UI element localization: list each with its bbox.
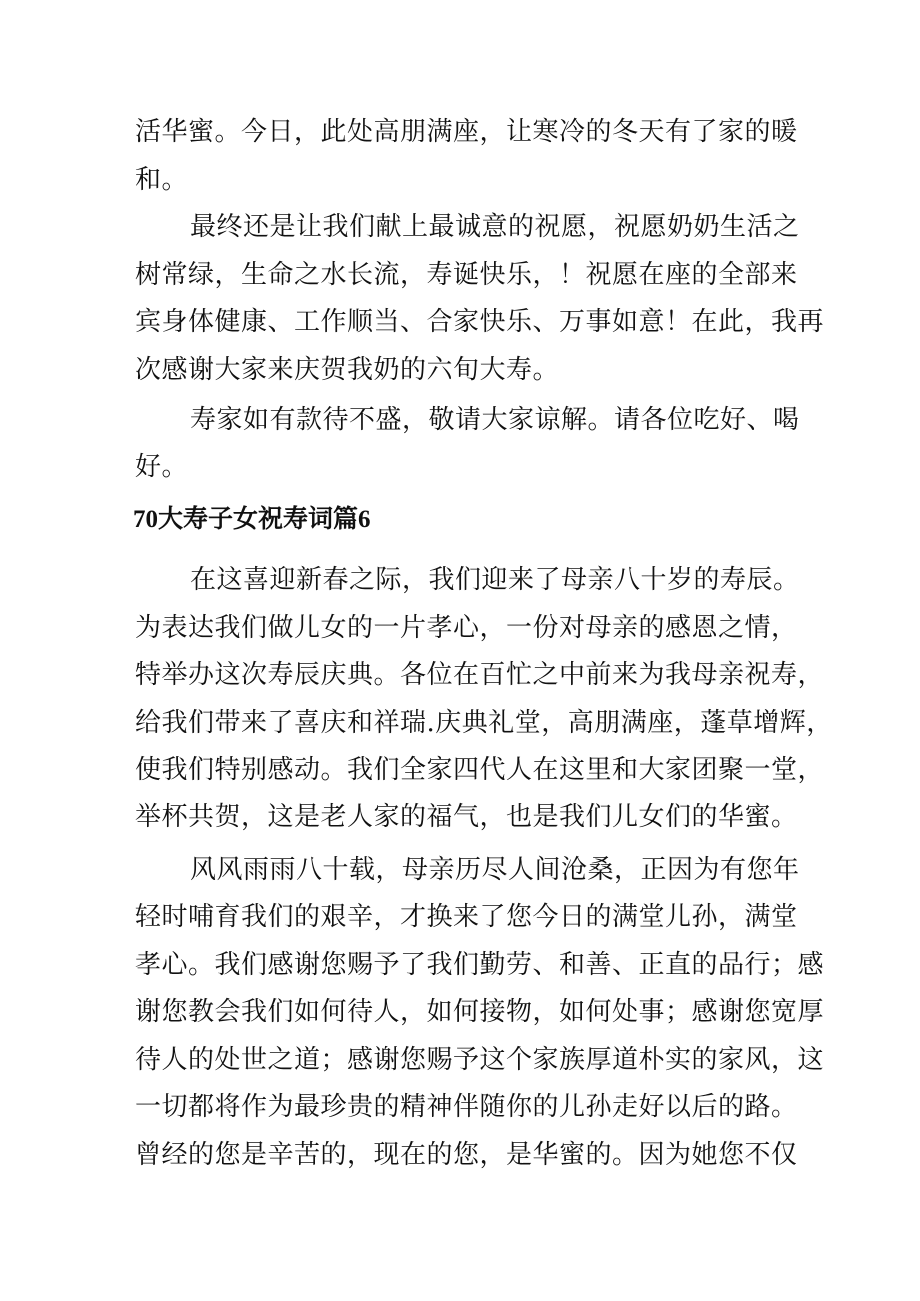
text-line: 一切都将作为最珍贵的精神伴随你的儿孙走好以后的路。: [135, 1092, 798, 1122]
text-line: 轻时哺育我们的艰辛，才换来了您今日的满堂儿孙，满堂: [135, 902, 798, 932]
text-line: 举杯共贺，这是老人家的福气，也是我们儿女们的华蜜。: [135, 802, 798, 832]
text-line: 风风雨雨八十载，母亲历尽人间沧桑，正因为有您年: [190, 855, 800, 885]
text-line: 曾经的您是辛苦的，现在的您，是华蜜的。因为她您不仅: [135, 1140, 798, 1170]
text-line: 谢您教会我们如何待人，如何接物，如何处事；感谢您宽厚: [135, 997, 825, 1027]
text-line: 最终还是让我们献上最诚意的祝愿，祝愿奶奶生活之: [190, 212, 800, 242]
text-line: 树常绿，生命之水长流，寿诞快乐，！祝愿在座的全部来: [135, 260, 798, 290]
text-line: 活华蜜。今日，此处高朋满座，让寒冷的冬天有了家的暖: [135, 117, 798, 147]
text-line: 和。: [135, 165, 189, 195]
text-line: 待人的处世之道；感谢您赐予这个家族厚道朴实的家风，这: [135, 1045, 825, 1075]
text-line: 次感谢大家来庆贺我奶的六旬大寿。: [135, 355, 560, 385]
text-line: 宾身体健康、工作顺当、合家快乐、万事如意！在此，我再: [135, 307, 825, 337]
text-line: 为表达我们做儿女的一片孝心，一份对母亲的感恩之情，: [135, 613, 798, 643]
text-line: 孝心。我们感谢您赐予了我们勤劳、和善、正直的品行；感: [135, 950, 825, 980]
text-line: 使我们特别感动。我们全家四代人在这里和大家团聚一堂，: [135, 755, 825, 785]
text-line: 特举办这次寿辰庆典。各位在百忙之中前来为我母亲祝寿，: [135, 660, 825, 690]
text-line: 寿家如有款待不盛，敬请大家谅解。请各位吃好、喝: [190, 405, 800, 435]
text-line: 在这喜迎新春之际，我们迎来了母亲八十岁的寿辰。: [190, 565, 800, 595]
text-line: 给我们带来了喜庆和祥瑞.庆典礼堂，高朋满座，蓬草增辉，: [135, 708, 833, 738]
section-heading: 70大寿子女祝寿词篇6: [133, 506, 371, 533]
text-line: 好。: [135, 452, 189, 482]
